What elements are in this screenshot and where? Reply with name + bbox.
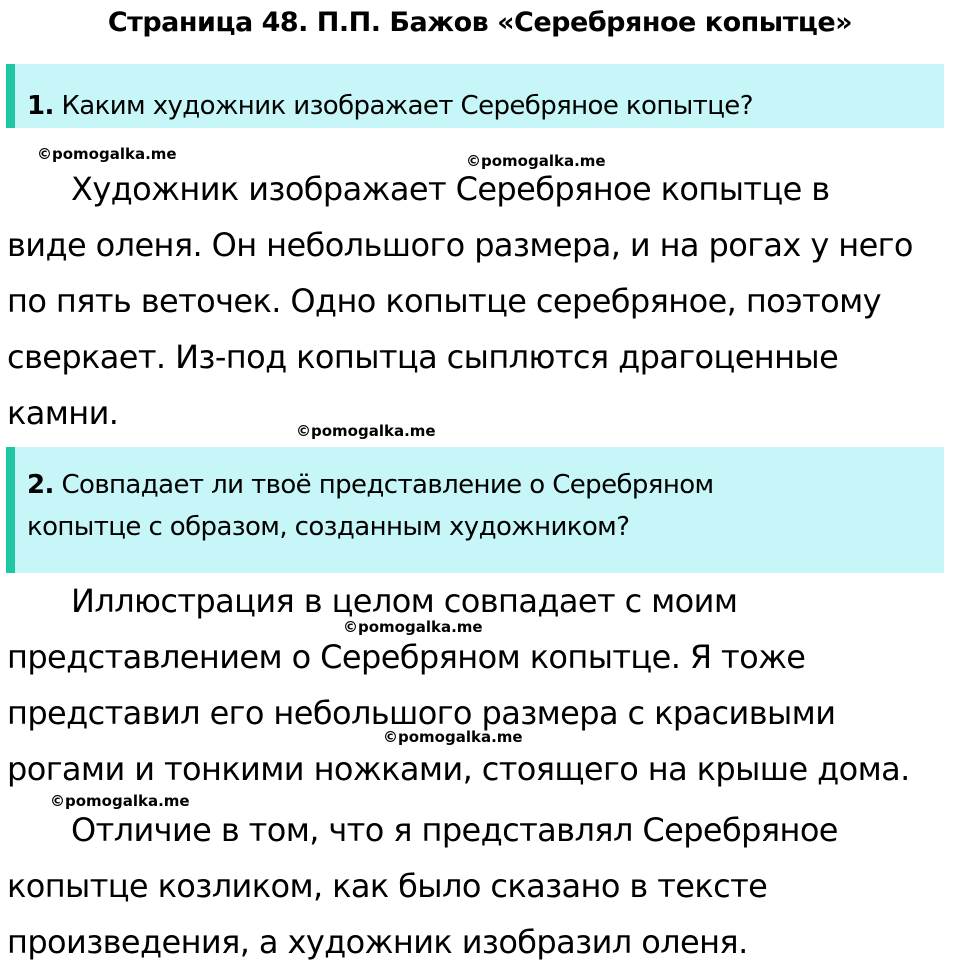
question-2-text: Совпадает ли твоё представление о Серебряном bbox=[61, 470, 714, 500]
answer-1-line: по пять веточек. Одно копытце серебряное, поэтому bbox=[7, 282, 881, 320]
answer-3 bbox=[7, 802, 957, 970]
answer-2-line: рогами и тонкими ножками, стоящего на крыше дома. bbox=[7, 750, 910, 788]
watermark: ©pomogalka.me bbox=[50, 792, 190, 810]
answer-1-line: сверкает. Из-под копытца сыплются драгоценные bbox=[7, 338, 839, 376]
answer-2-line: Иллюстрация в целом совпадает с моим bbox=[71, 582, 738, 620]
watermark: ©pomogalka.me bbox=[296, 422, 436, 440]
watermark: ©pomogalka.me bbox=[466, 152, 606, 170]
question-2-box bbox=[6, 447, 944, 573]
answer-2-line: представил его небольшого размера с красивыми bbox=[7, 694, 836, 732]
answer-2 bbox=[7, 573, 957, 797]
question-1-number: 1. bbox=[27, 91, 54, 121]
question-2-number: 2. bbox=[27, 470, 54, 500]
answer-1-line: камни. bbox=[7, 394, 119, 432]
answer-3-line: копытце козликом, как было сказано в тексте bbox=[7, 867, 768, 905]
watermark: ©pomogalka.me bbox=[383, 728, 523, 746]
answer-3-line: произведения, а художник изобразил оленя. bbox=[7, 923, 748, 961]
question-1-text: Каким художник изображает Серебряное копытце? bbox=[61, 91, 753, 121]
answer-1-line: Художник изображает Серебряное копытце в bbox=[71, 170, 830, 208]
watermark: ©pomogalka.me bbox=[37, 145, 177, 163]
answer-2-line: представлением о Серебряном копытце. Я тоже bbox=[7, 638, 806, 676]
question-1-box bbox=[6, 64, 944, 128]
page-title: Страница 48. П.П. Бажов «Серебряное копытце» bbox=[107, 7, 853, 38]
question-2-text: копытце с образом, созданным художником? bbox=[27, 512, 630, 542]
answer-1-line: виде оленя. Он небольшого размера, и на рогах у него bbox=[7, 226, 913, 264]
answer-1 bbox=[7, 161, 957, 441]
watermark: ©pomogalka.me bbox=[343, 618, 483, 636]
answer-3-line: Отличие в том, что я представлял Серебряное bbox=[71, 811, 838, 849]
